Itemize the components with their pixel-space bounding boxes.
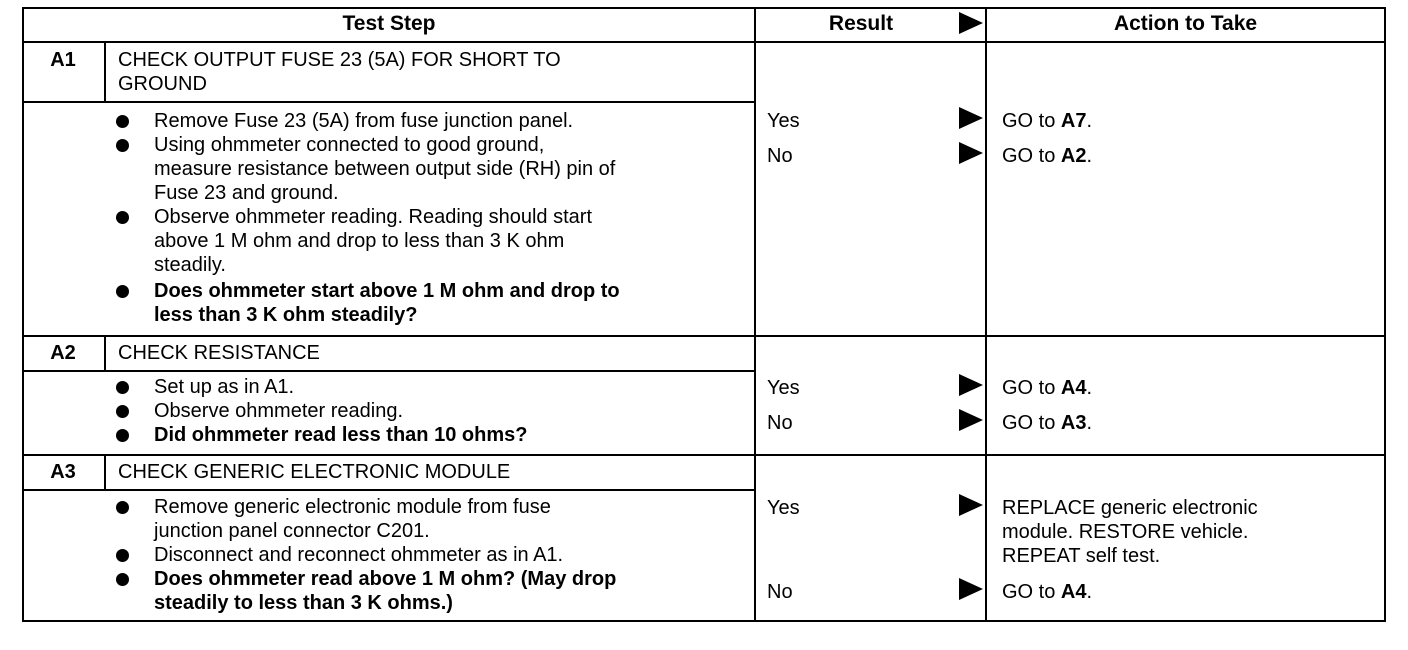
a3-action-yes-line2: module. RESTORE vehicle. (1002, 521, 1249, 543)
bullet-icon (116, 211, 129, 224)
step-id-a1: A1 (50, 49, 76, 71)
arrow-icon (959, 107, 983, 129)
a3-action-no: GO to A4. (1002, 581, 1093, 603)
a3-bullet1-line2: junction panel connector C201. (154, 520, 430, 542)
rule-id-a1 (104, 41, 106, 103)
bullet-icon (116, 573, 129, 586)
step-title-a3: CHECK GENERIC ELECTRONIC MODULE (118, 461, 511, 483)
a3-bullet3-line2: steadily to less than 3 K ohms.) (154, 592, 453, 614)
a3-bullet1-line1: Remove generic electronic module from fuse (154, 496, 551, 518)
rule-a2-title (22, 370, 756, 372)
rule-a3-title (22, 489, 756, 491)
bullet-icon (116, 429, 129, 442)
header-result: Result (828, 12, 894, 35)
rule-id-a3 (104, 454, 106, 491)
a3-bullet2: Disconnect and reconnect ohmmeter as in A1. (154, 544, 564, 566)
a3-result-no: No (767, 581, 793, 603)
step-title-a1-line1: CHECK OUTPUT FUSE 23 (5A) FOR SHORT TO (118, 49, 561, 71)
a1-bullet4-line2: less than 3 K ohm steadily? (154, 304, 418, 326)
rule-a1-title (22, 101, 756, 103)
a2-result-no: No (767, 412, 793, 434)
rule-id-a2 (104, 335, 106, 372)
step-title-a1-line2: GROUND (118, 73, 207, 95)
a1-bullet3-line3: steadily. (154, 254, 226, 276)
bullet-icon (116, 115, 129, 128)
a2-bullet1: Set up as in A1. (154, 376, 295, 398)
rule-bottom (22, 620, 1386, 622)
a2-action-yes: GO to A4. (1002, 377, 1093, 399)
a1-bullet2-line2: measure resistance between output side (RH) pin of (154, 158, 616, 180)
step-id-a3: A3 (50, 461, 76, 483)
arrow-icon (959, 142, 983, 164)
a1-result-yes: Yes (767, 110, 800, 132)
bullet-icon (116, 381, 129, 394)
rule-header-bottom (22, 41, 1386, 43)
rule-a2-bottom (22, 454, 1386, 456)
diagnostic-table (22, 7, 1386, 622)
a1-action-no: GO to A2. (1002, 145, 1093, 167)
a1-action-yes: GO to A7. (1002, 110, 1093, 132)
bullet-icon (116, 139, 129, 152)
a1-result-no: No (767, 145, 793, 167)
header-test-step: Test Step (342, 12, 436, 35)
rule-left (22, 7, 24, 622)
a1-bullet4-line1: Does ohmmeter start above 1 M ohm and drop to (154, 280, 620, 302)
rule-right (1384, 7, 1386, 622)
rule-step-result (754, 7, 756, 622)
bullet-icon (116, 285, 129, 298)
rule-result-action (985, 7, 987, 622)
arrow-icon (959, 409, 983, 431)
a2-action-no: GO to A3. (1002, 412, 1093, 434)
a3-action-yes-line1: REPLACE generic electronic (1002, 497, 1258, 519)
a1-bullet3-line1: Observe ohmmeter reading. Reading should start (154, 206, 593, 228)
a2-result-yes: Yes (767, 377, 800, 399)
a3-result-yes: Yes (767, 497, 800, 519)
a1-bullet2-line1: Using ohmmeter connected to good ground, (154, 134, 545, 156)
arrow-icon (959, 374, 983, 396)
step-title-a2: CHECK RESISTANCE (118, 342, 320, 364)
a1-bullet1-line1: Remove Fuse 23 (5A) from fuse junction panel. (154, 110, 574, 132)
rule-top (22, 7, 1386, 9)
arrow-icon (959, 494, 983, 516)
bullet-icon (116, 549, 129, 562)
bullet-icon (116, 405, 129, 418)
a2-bullet2: Observe ohmmeter reading. (154, 400, 404, 422)
a1-bullet2-line3: Fuse 23 and ground. (154, 182, 339, 204)
header-arrow-icon (959, 12, 983, 34)
header-action: Action to Take (1113, 12, 1258, 35)
rule-a1-bottom (22, 335, 1386, 337)
a3-bullet3-line1: Does ohmmeter read above 1 M ohm? (May drop (154, 568, 617, 590)
arrow-icon (959, 578, 983, 600)
a3-action-yes-line3: REPEAT self test. (1002, 545, 1161, 567)
a2-bullet3: Did ohmmeter read less than 10 ohms? (154, 424, 528, 446)
a1-bullet3-line2: above 1 M ohm and drop to less than 3 K ohm (154, 230, 565, 252)
step-id-a2: A2 (50, 342, 76, 364)
bullet-icon (116, 501, 129, 514)
